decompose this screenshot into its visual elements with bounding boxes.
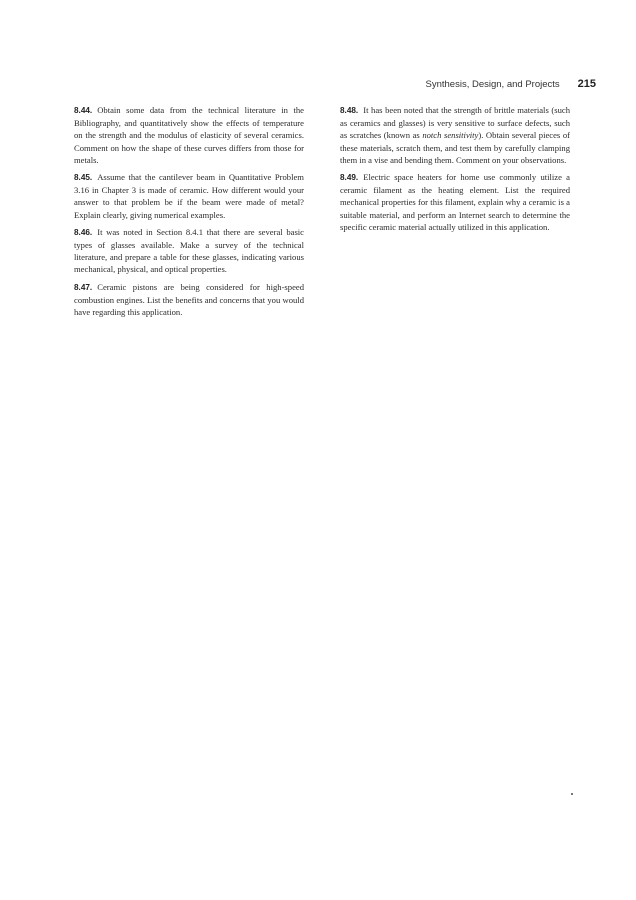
left-column bbox=[74, 104, 304, 323]
problem-text: It was noted in Section 8.4.1 that there are several basic types of glasses available. Make a survey of the technical literature, and prepare a table for these glasses, indicating various mechanical, physical, and optical properties. bbox=[74, 226, 304, 275]
problem-number: 8.44. bbox=[74, 106, 93, 115]
problem-8-46 bbox=[74, 226, 304, 276]
problem-text: Electric space heaters for home use commonly utilize a ceramic filament as the heating element. List the required mechanical properties for this filament, explain why a ceramic is a suitable material, and perform an Internet search to determine the specific ceramic material actually utilized in this application. bbox=[340, 172, 570, 232]
problem-8-44 bbox=[74, 104, 304, 166]
problem-8-49 bbox=[340, 171, 570, 233]
emphasized-term: notch sensitivity bbox=[422, 130, 479, 141]
problem-8-48 bbox=[340, 104, 570, 166]
problem-8-45 bbox=[74, 171, 304, 221]
running-header-title: Synthesis, Design, and Projects bbox=[425, 79, 560, 90]
problem-number: 8.47. bbox=[74, 282, 93, 292]
right-column bbox=[340, 104, 570, 238]
problem-number: 8.48. bbox=[340, 106, 359, 115]
problem-8-47 bbox=[74, 281, 304, 319]
problem-text: Ceramic pistons are being considered for high-speed combustion engines. List the benefits and concerns that you would have regarding this application. bbox=[74, 281, 304, 318]
problem-text: It has been noted that the strength of brittle materials (such as ceramics and glasses) is very sensitive to surface defects, such as scratches (known as bbox=[340, 105, 570, 141]
problem-number: 8.49. bbox=[340, 173, 359, 183]
problem-number: 8.45. bbox=[74, 173, 93, 183]
problem-text: Obtain some data from the technical literature in the Bibliography, and quantitatively show the effects of temperature on the strength and the modulus of elasticity of several ceramics. Comment on how the shape of these curves differs from those for metals. bbox=[74, 105, 304, 165]
problem-number: 8.46. bbox=[74, 227, 93, 237]
running-header bbox=[426, 78, 596, 90]
page-number: 215 bbox=[577, 78, 596, 90]
problem-text: Assume that the cantilever beam in Quantitative Problem 3.16 in Chapter 3 is made of ceramic. How different would your answer to that problem be if the beam were made of metal? Explain clearly, giving numerical examples. bbox=[74, 172, 304, 220]
problem-text-continued: ). Obtain several pieces of these materials, scratch them, and test them by carefully clamping them in a vise and bending them. Comment on your observations. bbox=[340, 130, 570, 165]
scan-speck bbox=[571, 793, 573, 795]
